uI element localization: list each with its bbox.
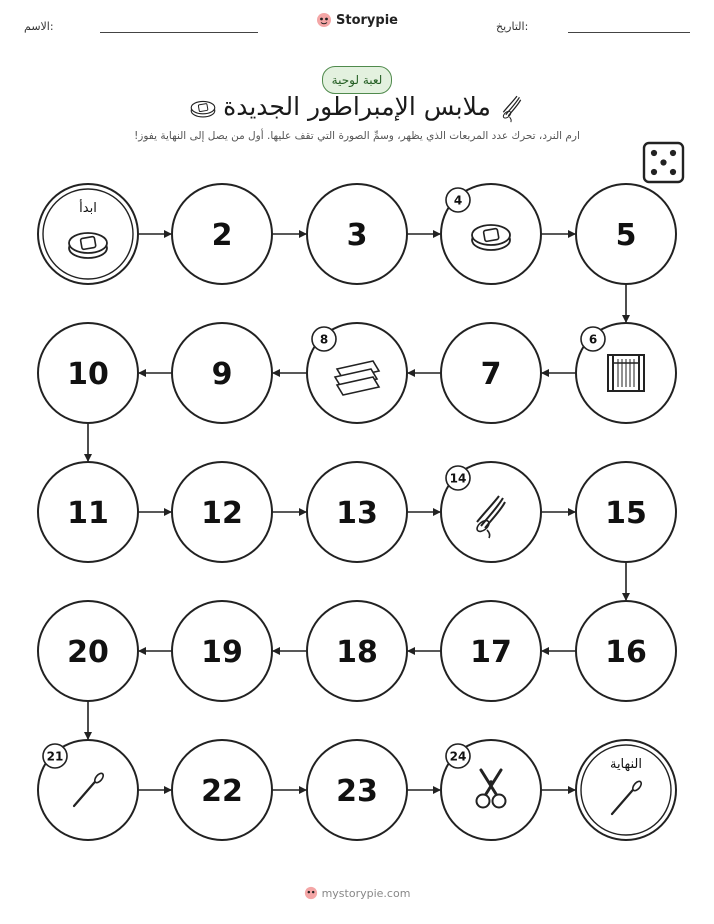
coin-icon — [472, 225, 510, 250]
board-square-15 — [576, 462, 676, 562]
name-label: الاسم: — [24, 20, 54, 33]
board-square-8 — [307, 323, 407, 423]
square-number: 19 — [201, 635, 243, 670]
board-square-23 — [307, 740, 407, 840]
footer-url[interactable]: mystorypie.com — [321, 886, 411, 900]
board-square-3 — [307, 184, 407, 284]
board-square-19 — [172, 601, 272, 701]
square-number: 13 — [336, 496, 378, 531]
board-square-5 — [576, 184, 676, 284]
square-number: 16 — [605, 635, 647, 670]
board-square-21 — [38, 740, 138, 840]
square-number: 10 — [67, 357, 109, 392]
square-badge-number: 21 — [46, 749, 64, 764]
brand-name: Storypie — [336, 12, 398, 28]
square-number: 2 — [211, 218, 233, 253]
square-number: 3 — [346, 218, 368, 253]
footer — [0, 886, 714, 900]
square-number: 7 — [480, 357, 502, 392]
square-badge-number: 14 — [449, 471, 467, 486]
board-square-6 — [576, 323, 676, 423]
date-label: التاريخ: — [496, 20, 529, 33]
square-number: 20 — [67, 635, 109, 670]
board-square-25 — [576, 740, 676, 840]
square-number: 23 — [336, 774, 378, 809]
board-square-17 — [441, 601, 541, 701]
square-number: 5 — [615, 218, 637, 253]
board-square-16 — [576, 601, 676, 701]
dice-icon — [644, 143, 683, 182]
storypie-logo-icon — [304, 886, 318, 900]
board-square-12 — [172, 462, 272, 562]
board-square-11 — [38, 462, 138, 562]
board-square-2 — [172, 184, 272, 284]
game-type-badge: لعبة لوحية — [322, 66, 392, 94]
start-label: ابدأ — [79, 201, 97, 216]
board-square-20 — [38, 601, 138, 701]
title-coin-icon — [191, 101, 215, 117]
board-square-18 — [307, 601, 407, 701]
square-circle — [576, 740, 676, 840]
board-square-14 — [441, 462, 541, 562]
square-badge-number: 6 — [588, 332, 598, 347]
square-badge-number: 24 — [449, 749, 467, 764]
board-square-10 — [38, 323, 138, 423]
coin-icon — [69, 233, 107, 258]
square-number: 12 — [201, 496, 243, 531]
square-number: 18 — [336, 635, 378, 670]
page-title: ملابس الإمبراطور الجديدة — [223, 92, 491, 121]
square-number: 9 — [211, 357, 233, 392]
board-square-1 — [38, 184, 138, 284]
finish-label: النهاية — [609, 757, 643, 772]
square-number: 11 — [67, 496, 109, 531]
board-squares — [38, 184, 676, 840]
board-square-4 — [441, 184, 541, 284]
instructions: ارم النرد، تحرك عدد المربعات الذي يظهر، وسمِّ الصورة التي تقف عليها. أول من يصل إلى النهاية يفوز! — [134, 130, 580, 142]
square-number: 15 — [605, 496, 647, 531]
square-number: 22 — [201, 774, 243, 809]
board-square-9 — [172, 323, 272, 423]
board-square-7 — [441, 323, 541, 423]
board-square-13 — [307, 462, 407, 562]
square-badge-number: 8 — [319, 332, 329, 347]
square-badge-number: 4 — [453, 193, 463, 208]
square-number: 17 — [470, 635, 512, 670]
loom-icon — [608, 355, 644, 391]
title-thread-skein-icon — [502, 96, 521, 122]
board-square-24 — [441, 740, 541, 840]
board-square-22 — [172, 740, 272, 840]
